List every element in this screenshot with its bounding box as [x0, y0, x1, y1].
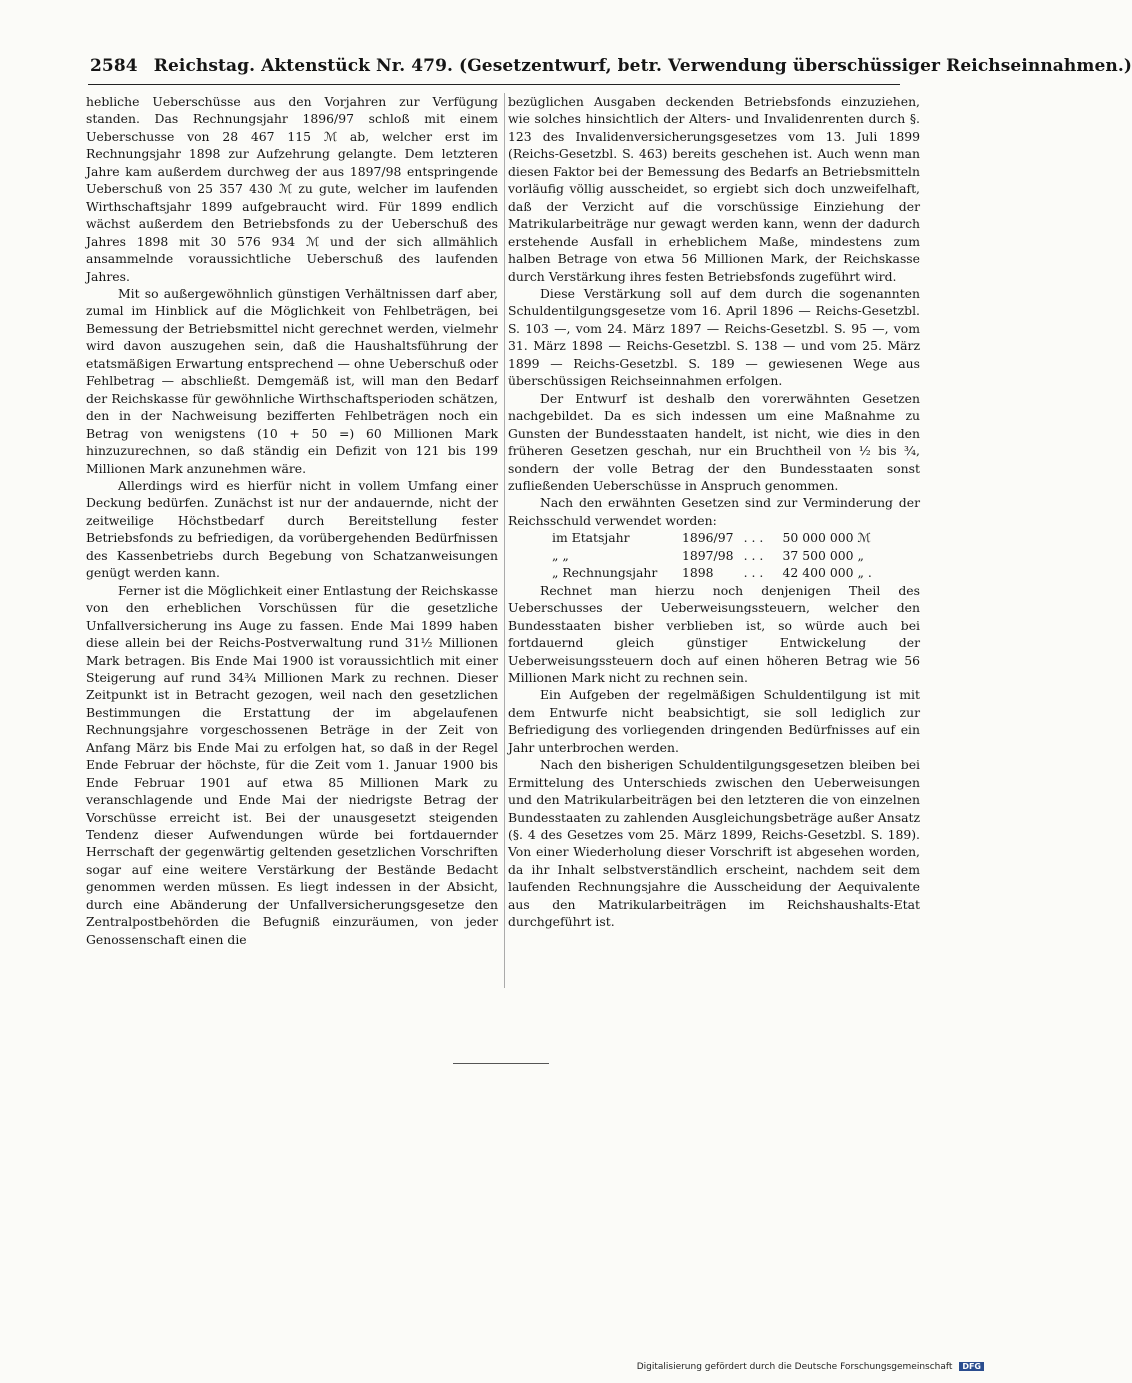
table-row	[552, 547, 877, 564]
table-cell: „ .	[857, 565, 872, 581]
paragraph: Nach den erwähnten Gesetzen sind zur Verminderung der Reichsschuld verwendet worden:	[508, 495, 920, 528]
end-rule	[453, 1063, 549, 1064]
page-header	[90, 56, 1132, 76]
right-column	[508, 93, 920, 931]
table-cell: . . .	[743, 547, 764, 563]
table-cell: „	[857, 547, 864, 563]
left-column	[86, 93, 498, 948]
table-cell: „ „	[552, 547, 569, 563]
page-title: Reichstag. Aktenstück Nr. 479. (Gesetzentwurf, betr. Verwendung überschüssiger Reichseinnahmen.)	[153, 56, 1132, 76]
footer	[637, 1362, 984, 1372]
table-cell: 50 000 000	[782, 530, 854, 546]
table-row	[552, 529, 877, 546]
column-divider	[504, 93, 505, 988]
paragraph: Ferner ist die Möglichkeit einer Entlastung der Reichskasse von den erheblichen Vorschüssen für die gesetzliche Unfallversicherung ins Auge zu fassen. Ende Mai 1899 haben diese allein bei der Reichs-Postverwaltung rund 31½ Millionen Mark betragen. Bis Ende Mai 1900 ist voraussichtlich mit einer Steigerung auf rund 34¾ Millionen Mark zu rechnen. Dieser Zeitpunkt ist in Betracht gezogen, weil nach den gesetzlichen Bestimmungen die Erstattung der im abgelaufenen Rechnungsjahre vorgeschossenen Beträge in der Zeit von Anfang März bis Ende Mai zu erfolgen hat, so daß in der Regel Ende Februar der höchste, für die Zeit vom 1. Januar 1900 bis Ende Februar 1901 auf etwa 85 Millionen Mark zu veranschlagende und Ende Mai der niedrigste Betrag der Vorschüsse erreicht ist. Bei der unausgesetzt steigenden Tendenz dieser Aufwendungen würde bei fortdauernder Herrschaft der gegenwärtig geltenden gesetzlichen Vorschriften sogar auf eine weitere Verstärkung der Bestände Bedacht genommen werden müssen. Es liegt indessen in der Absicht, durch eine Abänderung der Unfallversicherungsgesetze den Zentralpostbehörden die Befugniß einzuräumen, von jeder Genossenschaft einen die	[86, 582, 498, 947]
paragraph: Ein Aufgeben der regelmäßigen Schuldentilgung ist mit dem Entwurfe nicht beabsichtigt, sie soll lediglich zur Befriedigung des vorliegenden dringenden Bedürfnisses auf ein Jahr unterbrochen werden.	[508, 687, 920, 755]
table-row	[552, 564, 877, 581]
table-cell: 1897/98	[682, 547, 734, 563]
paragraph: bezüglichen Ausgaben deckenden Betriebsfonds einzuziehen, wie solches hinsichtlich der Alters- und Invalidenrenten durch §. 123 des Invalidenversicherungsgesetzes vom 13. Juli 1899 (Reichs-Gesetzbl. S. 463) bereits geschehen ist. Auch wenn man diesen Faktor bei der Bemessung des Bedarfs an Betriebsmitteln vorläufig völlig ausscheidet, so ergiebt sich doch unzweifelhaft, daß der Verzicht auf die vorschüssige Einziehung der Matrikularbeiträge nur gewagt werden kann, wenn der dadurch erstehende Ausfall in erheblichem Maße, mindestens zum halben Betrage von etwa 56 Millionen Mark, der Reichskasse durch Verstärkung ihres festen Betriebsfonds zugeführt wird.	[508, 94, 920, 284]
table-cell: im Etatsjahr	[552, 530, 630, 546]
paragraph: Diese Verstärkung soll auf dem durch die sogenannten Schuldentilgungsgesetze vom 16. April 1896 — Reichs-Gesetzbl. S. 103 —, vom 24. März 1897 — Reichs-Gesetzbl. S. 95 —, vom 31. März 1898 — Reichs-Gesetzbl. S. 138 — und vom 25. März 1899 — Reichs-Gesetzbl. S. 189 — gewiesenen Wege aus überschüssigen Reichseinnahmen erfolgen.	[508, 285, 920, 389]
table-cell: . . .	[743, 530, 764, 546]
header-rule	[88, 84, 900, 85]
table-cell: 1896/97	[682, 530, 734, 546]
paragraph: hebliche Ueberschüsse aus den Vorjahren zur Verfügung standen. Das Rechnungsjahr 1896/97 schloß mit einem Ueberschusse von 28 467 115 ℳ ab, welcher erst im Rechnungsjahr 1898 zur Aufzehrung gelangte. Dem letzteren Jahre kam außerdem durchweg der aus 1897/98 entspringende Ueberschuß von 25 357 430 ℳ zu gute, welcher im laufenden Wirthschaftsjahr 1899 aufgebraucht wird. Für 1899 endlich wächst außerdem den Betriebsfonds zu der Ueberschuß des Jahres 1898 mit 30 576 934 ℳ und der sich allmählich ansammelnde voraussichtliche Ueberschuß des laufenden Jahres.	[86, 94, 498, 284]
table-cell: 37 500 000	[782, 547, 854, 563]
debt-reduction-table	[552, 529, 877, 581]
table-cell: 42 400 000	[782, 565, 854, 581]
table-cell: „ Rechnungsjahr	[552, 565, 658, 581]
paragraph: Mit so außergewöhnlich günstigen Verhältnissen darf aber, zumal im Hinblick auf die Möglichkeit von Fehlbeträgen, bei Bemessung der Betriebsmittel nicht gerechnet werden, vielmehr wird davon auszugehen sein, daß die Haushaltsführung der etatsmäßigen Erwartung entsprechend — ohne Ueberschuß oder Fehlbetrag — abschließt. Demgemäß ist, will man den Bedarf der Reichskasse für gewöhnliche Wirthschaftsperioden schätzen, den in der Nachweisung bezifferten Fehlbeträgen noch ein Betrag von wenigstens (10 + 50 =) 60 Millionen Mark hinzuzurechnen, so daß ständig ein Defizit von 121 bis 199 Millionen Mark anzunehmen wäre.	[86, 285, 498, 476]
dfg-logo-icon: DFG	[959, 1362, 984, 1371]
paragraph: Nach den bisherigen Schuldentilgungsgesetzen bleiben bei Ermittelung des Unterschieds zwischen den Ueberweisungen und den Matrikularbeiträgen bei den letzteren die von einzelnen Bundesstaaten zu zahlenden Ausgleichungsbeträge außer Ansatz (§. 4 des Gesetzes vom 25. März 1899, Reichs-Gesetzbl. S. 189). Von einer Wiederholung dieser Vorschrift ist abgesehen worden, da ihr Inhalt selbstverständlich erscheint, nachdem seit dem laufenden Rechnungsjahre die Ausscheidung der Aequivalente aus den Matrikularbeiträgen im Reichshaushalts-Etat durchgeführt ist.	[508, 757, 920, 930]
paragraph: Rechnet man hierzu noch denjenigen Theil des Ueberschusses der Ueberweisungssteuern, welcher den Bundesstaaten bisher verblieben ist, so würde auch bei fortdauernd gleich günstiger Entwickelung der Ueberweisungssteuern doch auf einen höheren Betrag wie 56 Millionen Mark nicht zu rechnen sein.	[508, 582, 920, 685]
paragraph: Der Entwurf ist deshalb den vorerwähnten Gesetzen nachgebildet. Da es sich indessen um eine Maßnahme zu Gunsten der Bundesstaaten handelt, ist nicht, wie dies in den früheren Gesetzen geschah, nur ein Bruchtheil von ½ bis ¾, sondern der volle Betrag der den Bundesstaaten sonst zufließenden Ueberschüsse in Anspruch genommen.	[508, 390, 920, 493]
paragraph: Allerdings wird es hierfür nicht in vollem Umfang einer Deckung bedürfen. Zunächst ist nur der andauernde, nicht der zeitweilige Höchstbedarf durch Bereitstellung fester Betriebsfonds zu befriedigen, da vorübergehenden Bedürfnissen des Kassenbetriebs durch Begebung von Schatzanweisungen genügt werden kann.	[86, 477, 498, 581]
table-cell: ℳ	[857, 530, 871, 546]
table-cell: 1898	[682, 565, 714, 581]
table-cell: . . .	[743, 565, 764, 581]
page-number: 2584	[90, 56, 138, 76]
footer-text: Digitalisierung gefördert durch die Deutsche Forschungsgemeinschaft	[636, 1362, 953, 1372]
